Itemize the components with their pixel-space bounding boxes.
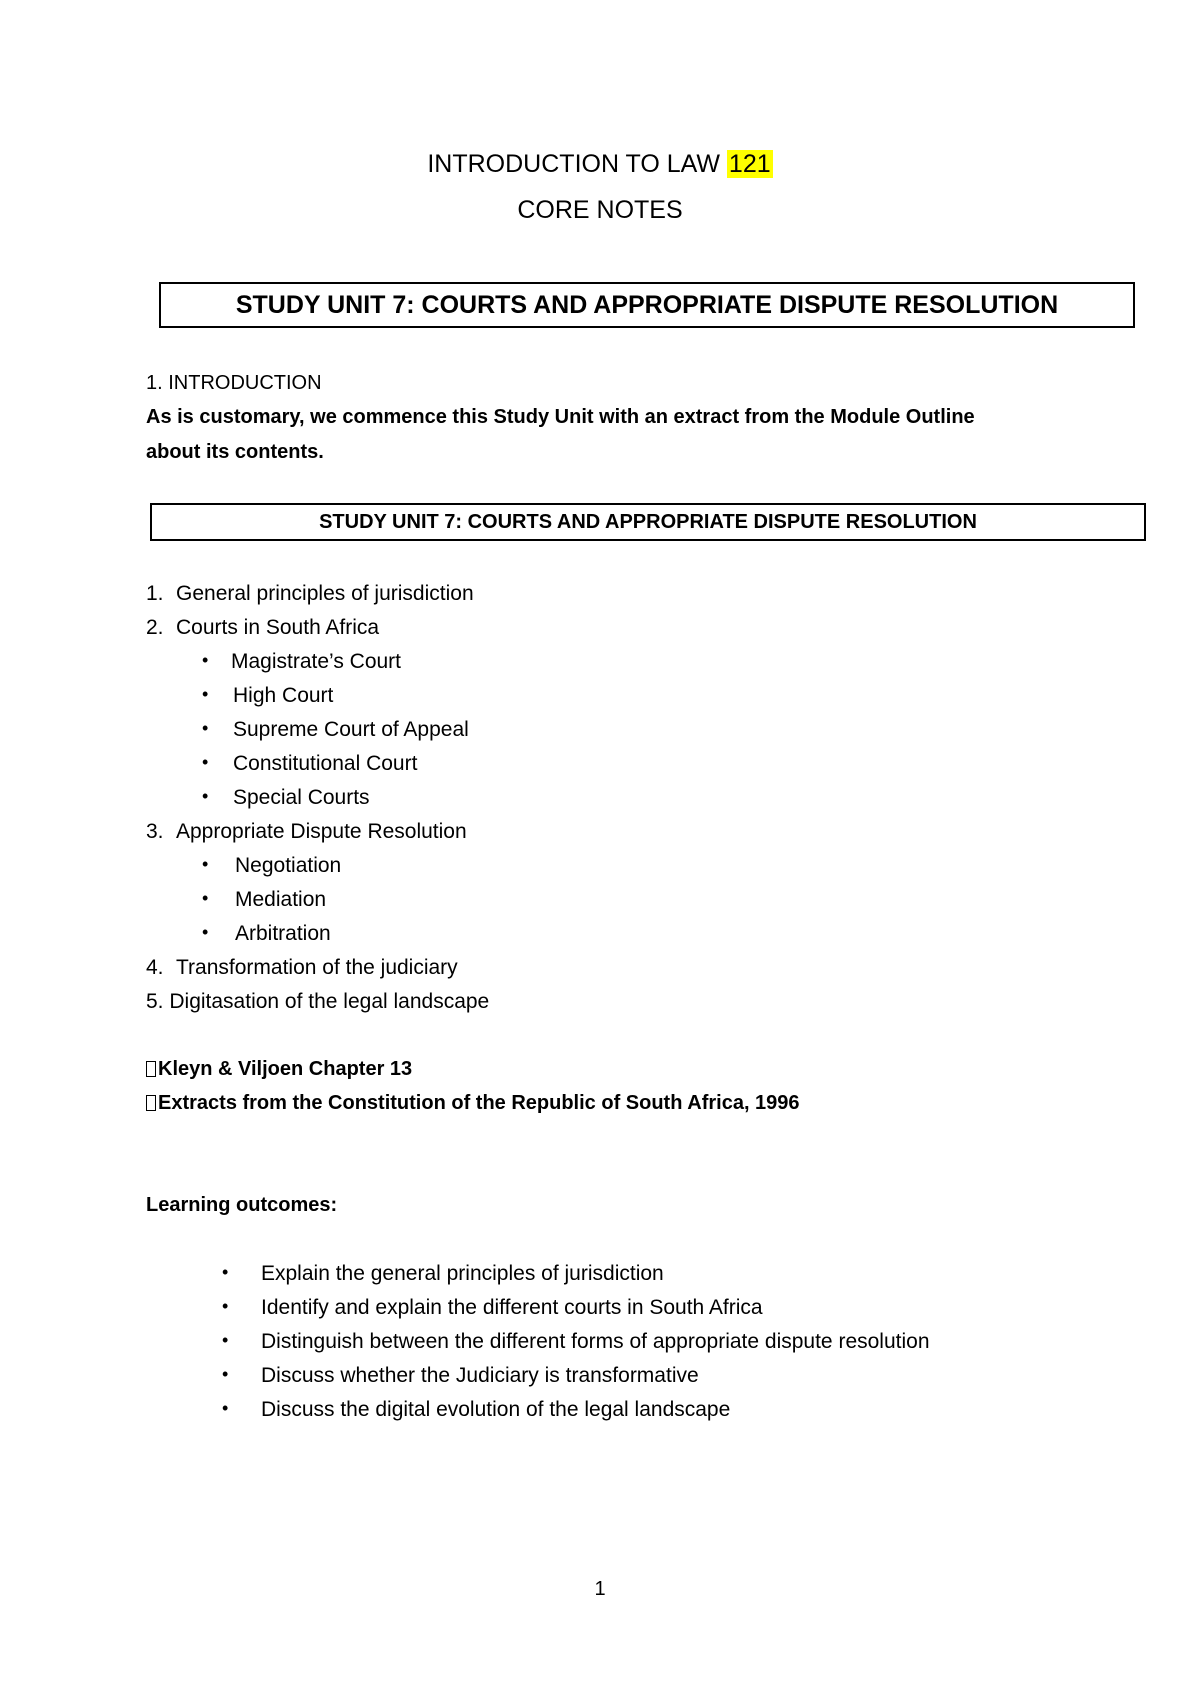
study-unit-heading-box: STUDY UNIT 7: COURTS AND APPROPRIATE DISPUTE RESOLUTION [159,282,1135,328]
court-item: Supreme Court of Appeal [233,718,469,741]
bullet-icon: • [202,650,209,670]
court-item: High Court [233,684,334,707]
bullet-icon: • [202,786,209,806]
adr-item: Negotiation [235,854,342,877]
court-item: Special Courts [233,786,370,809]
outcome-item: Discuss whether the Judiciary is transformative [261,1364,699,1387]
bullet-icon: • [202,718,209,738]
document-title [0,150,1200,179]
reference-constitution: Extracts from the Constitution of the Republic of South Africa, 1996 [146,1092,800,1115]
adr-item: Mediation [235,888,327,911]
introduction-text-line-1: As is customary, we commence this Study Unit with an extract from the Module Outline [146,406,975,428]
document-subtitle: CORE NOTES [517,196,683,224]
bullet-icon: • [222,1330,229,1350]
bullet-icon: • [202,922,209,942]
bullet-icon: • [222,1398,229,1418]
outcome-item: Discuss the digital evolution of the legal landscape [261,1398,731,1421]
reference-marker-icon [146,1095,156,1111]
course-code-highlight: 121 [728,150,771,178]
outline-item: 1. General principles of jurisdiction [146,582,474,605]
outline-item: 2. Courts in South Africa [146,616,380,639]
outcome-item: Explain the general principles of jurisdiction [261,1262,664,1285]
reference-marker-icon [146,1061,156,1077]
bullet-icon: • [202,752,209,772]
outline-heading-box: STUDY UNIT 7: COURTS AND APPROPRIATE DISPUTE RESOLUTION [150,503,1146,541]
bullet-icon: • [202,888,209,908]
adr-item: Arbitration [235,922,331,945]
introduction-heading: 1. INTRODUCTION [146,372,322,394]
learning-outcomes-heading: Learning outcomes: [146,1194,338,1216]
reference-kleyn-viljoen: Kleyn & Viljoen Chapter 13 [146,1058,412,1081]
bullet-icon: • [222,1364,229,1384]
introduction-text-line-2: about its contents. [146,441,324,463]
outline-item: 5. Digitasation of the legal landscape [146,990,490,1013]
bullet-icon: • [202,684,209,704]
court-item: Constitutional Court [233,752,418,775]
bullet-icon: • [222,1296,229,1316]
bullet-icon: • [222,1262,229,1282]
page-number: 1 [594,1578,606,1600]
bullet-icon: • [202,854,209,874]
title-prefix: INTRODUCTION TO LAW [427,150,727,178]
outcome-item: Identify and explain the different courts in South Africa [261,1296,763,1319]
court-item: Magistrate’s Court [231,650,402,673]
outline-item: 4. Transformation of the judiciary [146,956,458,979]
outline-item: 3. Appropriate Dispute Resolution [146,820,467,843]
outcome-item: Distinguish between the different forms of appropriate dispute resolution [261,1330,930,1353]
